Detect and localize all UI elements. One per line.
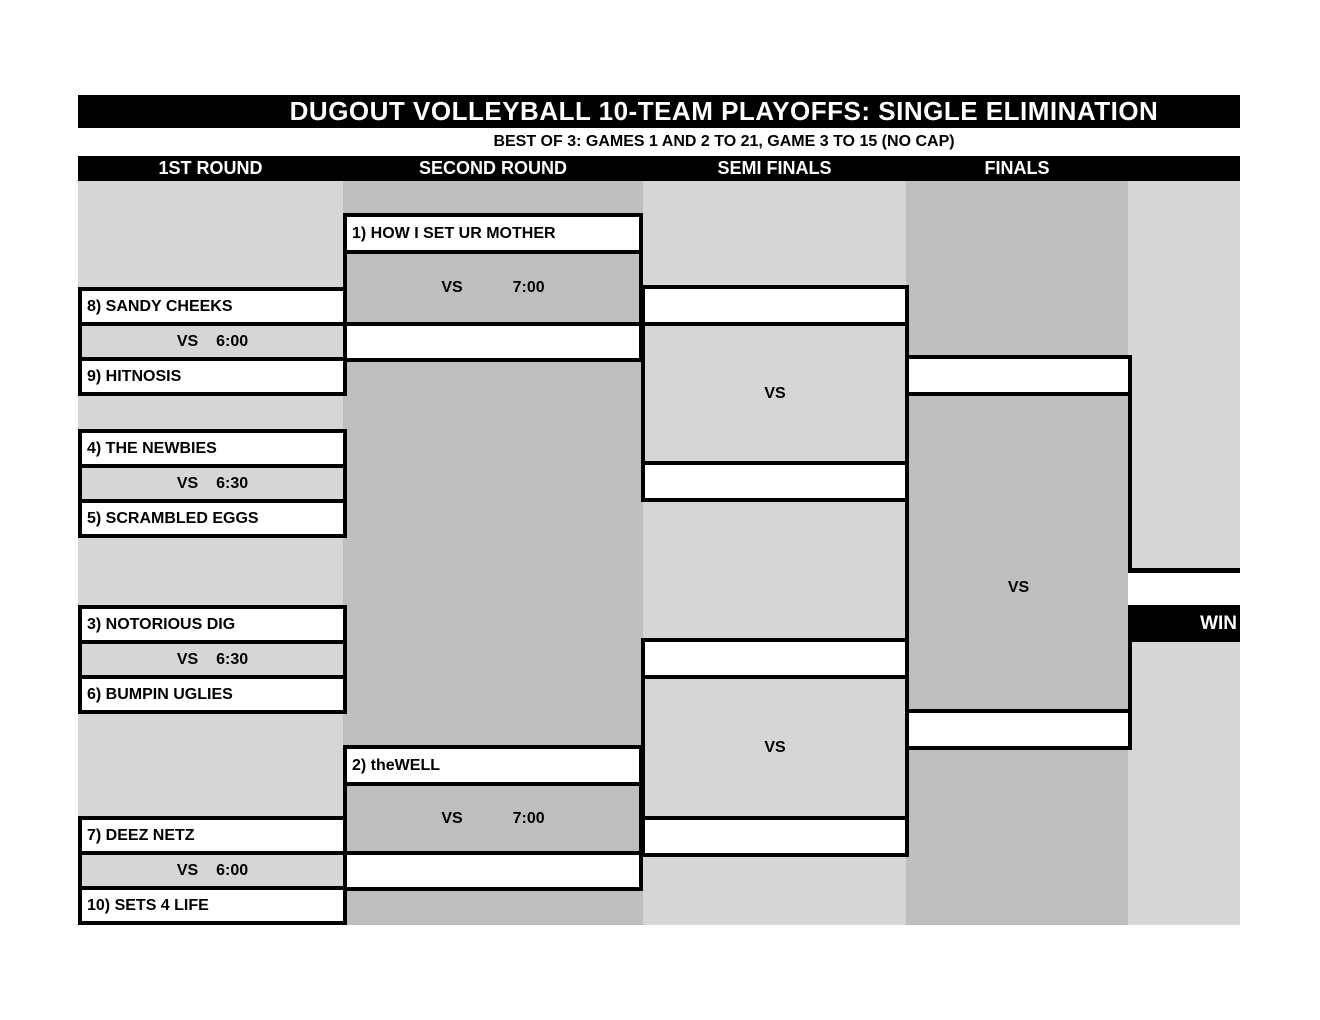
- vs-row: [82, 640, 343, 679]
- match-time: 7:00: [512, 279, 545, 296]
- match-time: 6:00: [216, 861, 249, 879]
- advancing-team-slot: [645, 289, 905, 322]
- match-first-round-8v9: [78, 287, 347, 396]
- team-slot: [347, 217, 639, 250]
- header-1st-round: 1ST ROUND: [158, 158, 263, 178]
- advancing-team-slot: [645, 642, 905, 675]
- team-name: 8) SANDY CHEEKS: [87, 297, 233, 315]
- match-second-round-2: [343, 745, 643, 891]
- team-slot: [347, 749, 639, 782]
- page-title: DUGOUT VOLLEYBALL 10-TEAM PLAYOFFS: SINGLE ELIMINATION: [289, 96, 1159, 126]
- advancing-team-slot: [645, 820, 905, 853]
- team-name: 1) HOW I SET UR MOTHER: [352, 224, 556, 242]
- team-name: 10) SETS 4 LIFE: [87, 896, 209, 914]
- team-name: 3) NOTORIOUS DIG: [87, 615, 236, 633]
- vs-row: [347, 250, 639, 326]
- subtitle-text: BEST OF 3: GAMES 1 AND 2 TO 21, GAME 3 TO 15 (NO CAP): [493, 133, 955, 150]
- header-second-round: SECOND ROUND: [418, 158, 567, 178]
- vs-label: VS: [441, 279, 463, 296]
- title-bar: [78, 95, 1240, 128]
- match-second-round-1: [343, 213, 643, 362]
- vs-row: [645, 675, 905, 820]
- match-time: 6:30: [216, 650, 249, 668]
- match-semi-final-1: [641, 285, 909, 502]
- vs-label: VS: [764, 738, 786, 756]
- match-time: 6:30: [216, 474, 249, 492]
- vs-label: VS: [764, 384, 786, 402]
- match-first-round-3v6: [78, 605, 347, 714]
- team-name: 2) theWELL: [352, 756, 440, 774]
- team-name: 7) DEEZ NETZ: [87, 826, 195, 844]
- header-finals: FINALS: [984, 158, 1050, 178]
- vs-row: [645, 322, 905, 465]
- winner-label: WIN: [1200, 613, 1237, 634]
- team-slot: [82, 291, 343, 322]
- vs-label: VS: [176, 861, 199, 879]
- match-time: 6:00: [216, 332, 249, 350]
- header-semi-finals: SEMI FINALS: [717, 158, 832, 178]
- vs-label: VS: [176, 332, 199, 350]
- team-name: 6) BUMPIN UGLIES: [87, 685, 233, 703]
- team-slot: [82, 820, 343, 851]
- advancing-team-slot: [909, 359, 1128, 392]
- advancing-team-slot: [347, 855, 639, 887]
- team-slot: [82, 679, 343, 710]
- advancing-team-slot: [645, 465, 905, 498]
- team-slot: [82, 890, 343, 921]
- match-time: 7:00: [512, 809, 545, 827]
- advancing-team-slot: [347, 326, 639, 358]
- team-slot: [82, 361, 343, 392]
- vs-label: VS: [1007, 579, 1030, 596]
- team-slot: [82, 433, 343, 464]
- champion-team-slot: [1128, 568, 1240, 605]
- advancing-team-slot: [909, 713, 1128, 746]
- match-finals: [905, 355, 1132, 750]
- vs-label: VS: [176, 650, 199, 668]
- vs-label: VS: [441, 809, 463, 827]
- vs-row: [82, 322, 343, 361]
- vs-label: VS: [176, 474, 199, 492]
- team-slot: [82, 609, 343, 640]
- team-name: 5) SCRAMBLED EGGS: [87, 509, 259, 527]
- round-header-bar: [78, 156, 1240, 181]
- match-first-round-7v10: [78, 816, 347, 925]
- vs-row: [82, 851, 343, 890]
- vs-row: [909, 392, 1128, 713]
- match-first-round-4v5: [78, 429, 347, 538]
- vs-row: [347, 782, 639, 855]
- team-name: 9) HITNOSIS: [87, 367, 182, 385]
- team-name: 4) THE NEWBIES: [87, 439, 217, 457]
- winner-bar: [1128, 605, 1240, 642]
- vs-row: [82, 464, 343, 503]
- subtitle-row: [78, 128, 1240, 156]
- match-semi-final-2: [641, 638, 909, 857]
- team-slot: [82, 503, 343, 534]
- column-bg-winner: [1128, 181, 1240, 925]
